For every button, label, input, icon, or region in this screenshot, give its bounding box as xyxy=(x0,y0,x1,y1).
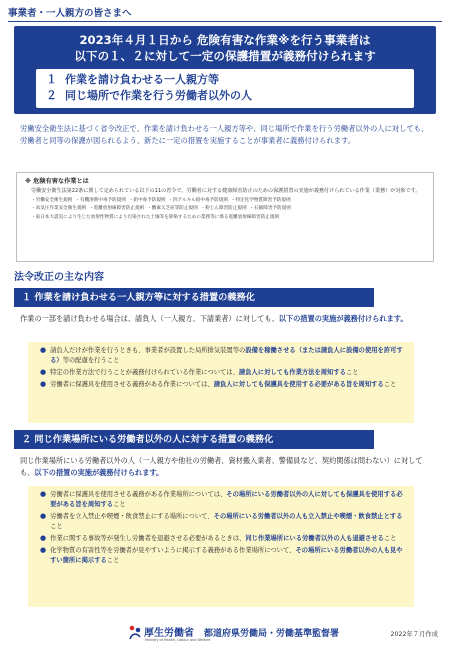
notice-body: 労働安全衛生法第22条に関して定められている以下の11の省令で、労働者に対する健康障害防止のための保護措置の実施が義務付けられている作業（業務）が対象です。 xyxy=(31,188,421,194)
notice-heading: ※ 危険有害な作業とは xyxy=(25,178,89,185)
section2-para-text: 同じ作業場所にいる労働者以外の人（一人親方や他社の労働者、資材搬入業者、警備員など、契約関係は問わない）に対しても、 xyxy=(20,456,423,477)
bullet-icon: ● xyxy=(40,368,47,377)
section1-para-highlight: 以下の措置の実施が義務付けられます。 xyxy=(278,314,408,323)
hero-title xyxy=(14,32,436,64)
hero-title-line1: 2023年４月１日から 危険有害な作業※を行う事業者は xyxy=(79,33,371,47)
issuing-offices: 都道府県労働局・労働基準監督署 xyxy=(204,629,340,639)
measure-text: 労働者に保護具を使用させる義務がある作業については、 xyxy=(50,381,214,389)
hero-title-line2: 以下の１、２に対して一定の保護措置が義務付けられます xyxy=(74,49,376,63)
measure-item xyxy=(40,490,406,510)
measure-text: 化学物質の有害性等を労働者が見やすいように掲示する義務がある作業場所について、 xyxy=(50,547,296,555)
measure-emphasis: 設備を稼働させる（または請負人に設備の使用を許可する） xyxy=(50,347,403,364)
measure-text: 労働者に保護具を使用させる義務がある作業場所については、 xyxy=(50,491,227,498)
audience-label: 事業者・一人親方の皆さまへ xyxy=(8,8,132,19)
footer xyxy=(0,620,450,650)
measure-text: こと xyxy=(106,557,120,565)
law-item: ・四アルキル鉛中毒予防規則 xyxy=(168,198,228,203)
bullet-icon: ● xyxy=(40,534,47,543)
measure-item xyxy=(40,368,406,378)
measure-emphasis: 請負人に対しても作業方法を周知する xyxy=(238,369,346,377)
hero-banner xyxy=(14,26,436,114)
section1-title: １ 作業を請け負わせる一人親方等に対する措置の義務化 xyxy=(14,288,374,307)
bullet-icon: ● xyxy=(40,490,47,498)
measure-text: こと xyxy=(50,522,63,530)
bullet-icon: ● xyxy=(40,380,47,389)
measure-emphasis: その場所にいる労働者以外の人に対しても保護具を使用する必要がある旨を周知する xyxy=(50,491,403,508)
hero-target-text: 作業を請け負わせる一人親方等 xyxy=(65,73,219,86)
hazardous-work-notice xyxy=(16,172,434,262)
measure-text: 作業に関する事故等が発生し労働者を退避させる必要があるときは、 xyxy=(50,535,246,543)
hero-target-item xyxy=(46,88,414,104)
measure-item xyxy=(40,380,406,390)
section2-para-highlight: 以下の措置の実施が義務付けられます。 xyxy=(34,467,164,477)
ministry-logo-icon xyxy=(128,624,142,640)
measure-item xyxy=(40,512,406,532)
measure-item xyxy=(40,546,406,566)
bullet-icon: ● xyxy=(40,546,47,555)
bullet-icon: ● xyxy=(40,512,47,521)
hero-target-number: ２ xyxy=(46,89,57,102)
measure-text: こと xyxy=(383,535,397,543)
creation-date: 2022年７月作成 xyxy=(390,631,438,638)
section2-paragraph xyxy=(20,455,434,478)
measure-text: 労働者を立入禁止や喫煙・飲食禁止にする場所について、 xyxy=(50,513,214,521)
law-item: ・鉛中毒予防規則 xyxy=(128,198,166,203)
section-heading: 法令改正の主な内容 xyxy=(14,272,104,283)
bullet-icon: ● xyxy=(40,346,47,354)
law-item: ・粉じん障害防止規則 xyxy=(200,206,247,212)
law-item: ・労働安全衛生規則 xyxy=(31,198,73,203)
ministry-name: 厚生労働省 xyxy=(144,628,194,639)
measure-text: 等の配慮を行うこと xyxy=(62,356,120,364)
section1-measures xyxy=(28,342,414,423)
measure-emphasis: その場所にいる労働者以外の人も見やすい箇所に掲示する xyxy=(50,547,403,565)
measure-emphasis: その場所にいる労働者以外の人も立入禁止や喫煙・飲食禁止とする xyxy=(213,513,403,521)
section2-title: ２ 同じ作業場所にいる労働者以外の人に対する措置の義務化 xyxy=(14,430,374,449)
section1-paragraph xyxy=(20,313,434,325)
law-item: ・高気圧作業安全衛生規則 xyxy=(31,206,87,212)
section2-measures xyxy=(28,486,414,607)
section1-para-text: 作業の一部を請け負わせる場合は、請負人（一人親方、下請業者）に対しても、 xyxy=(20,314,279,323)
law-item: ・石綿障害予防規則 xyxy=(249,206,291,212)
hero-target-number: １ xyxy=(46,73,57,86)
measure-text: こと xyxy=(383,381,397,389)
measure-emphasis: 同じ作業場所にいる労働者以外の人も退避させる xyxy=(245,535,384,543)
measure-text: こと xyxy=(345,369,359,377)
measure-emphasis: 請負人に対しても保護具を使用する必要がある旨を周知する xyxy=(213,381,384,389)
law-item: ・東日本大震災により生じた放射性物質により汚染された土壌等を除染するための業務等に係る電離放射線障害防止規則 xyxy=(31,214,280,220)
measure-text: 請負人だけが作業を行うときも、事業者が設置した局所排気装置等の xyxy=(50,347,246,354)
notice-law-list xyxy=(25,197,425,222)
law-item: ・有機溶剤中毒予防規則 xyxy=(75,198,126,203)
measure-item xyxy=(40,346,406,366)
hero-target-text: 同じ場所で作業を行う労働者以外の人 xyxy=(65,89,252,102)
hero-target-item xyxy=(46,72,414,88)
intro-paragraph: 労働安全衛生法に基づく省令改正で、作業を請け負わせる一人親方等や、同じ場所で作業を行う労働者以外の人に対しても、労働者と同等の保護が図られるよう、新たに一定の措置を実施することが事業者に義務付けられます。 xyxy=(20,124,429,145)
hero-targets-box xyxy=(36,69,414,108)
law-item: ・電離放射線障害防止規則 xyxy=(89,206,145,212)
law-item: ・酸素欠乏症等防止規則 xyxy=(147,206,198,212)
law-item: ・特定化学物質障害予防規則 xyxy=(230,198,291,203)
measure-item xyxy=(40,534,406,544)
ministry-name-english: Ministry of Health, Labour and Welfare xyxy=(145,638,211,642)
measure-text: 特定の作業方法で行うことが義務付けられている作業については、 xyxy=(50,369,239,377)
measure-text: こと xyxy=(113,500,126,508)
divider xyxy=(8,21,442,22)
